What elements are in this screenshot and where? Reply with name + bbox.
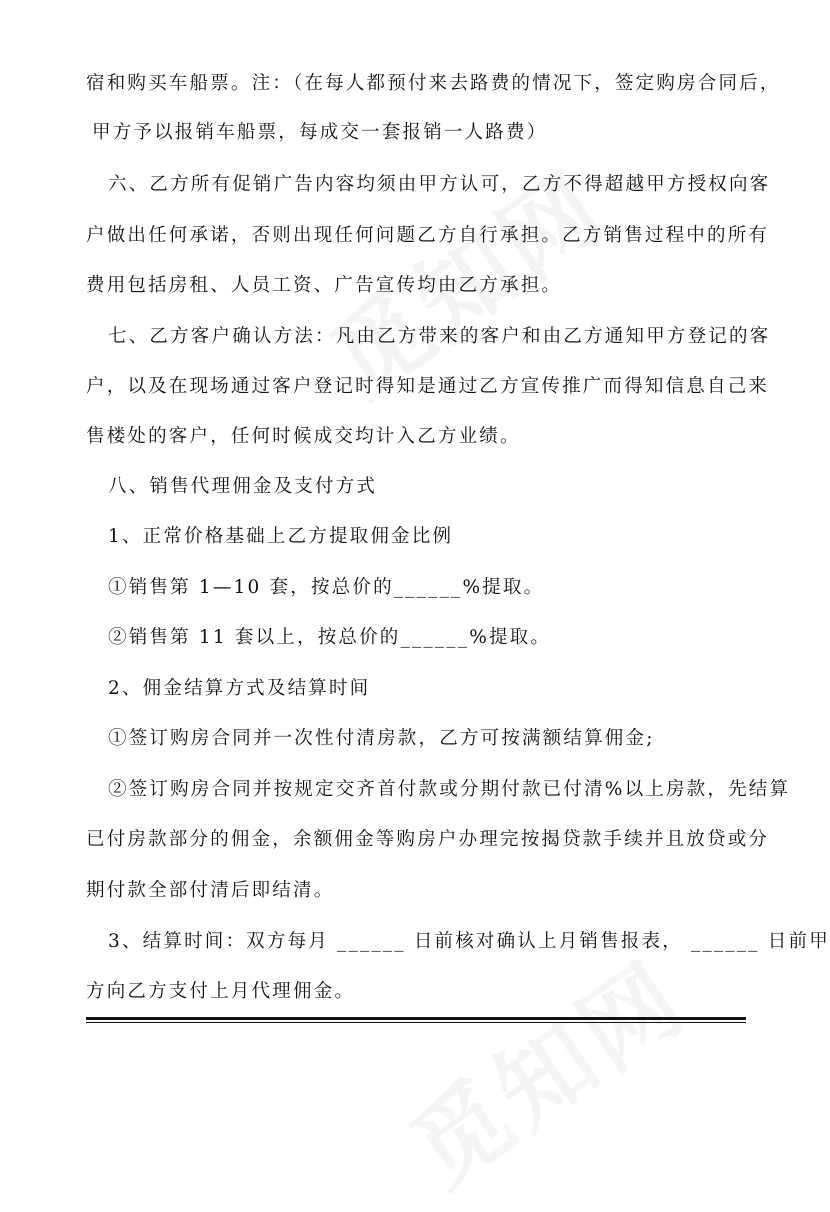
item-2-clause-2-line-2: 已付房款部分的佣金，余额佣金等购房户办理完按揭贷款手续并且放贷或分 (86, 829, 770, 850)
watermark-lower (380, 924, 709, 1212)
item-2-clause-1: ①签订购房合同并一次性付清房款，乙方可按满额结算佣金; (108, 728, 655, 749)
item-2-clause-2-line-1: ②签订购房合同并按规定交齐首付款或分期付款已付清%以上房款，先结算 (108, 779, 791, 800)
paragraph-six-line-1: 六、乙方所有促销广告内容均须由甲方认可，乙方不得超越甲方授权向客 (108, 174, 771, 195)
paragraph-six-line-2: 户做出任何承诺，否则出现任何问题乙方自行承担。乙方销售过程中的所有 (86, 225, 770, 246)
text-line-2: 甲方予以报销车船票，每成交一套报销一人路费） (92, 122, 548, 143)
paragraph-six-line-3: 费用包括房租、人员工资、广告宣传均由乙方承担。 (86, 275, 563, 296)
footer-rule-thick (86, 1017, 746, 1020)
item-2-clause-2-line-3: 期付款全部付清后即结清。 (86, 880, 335, 901)
paragraph-seven-line-3: 售楼处的客户，任何时候成交均计入乙方业绩。 (86, 426, 521, 447)
paragraph-seven-line-2: 户，以及在现场通过客户登记时得知是通过乙方宣传推广而得知信息自己来 (86, 376, 770, 397)
item-1-clause-2: ②销售第 11 套以上，按总价的______%提取。 (108, 627, 552, 648)
paragraph-seven-line-1: 七、乙方客户确认方法：凡由乙方带来的客户和由乙方通知甲方登记的客 (108, 326, 771, 347)
footer-rule-thin (86, 1022, 746, 1023)
item-3-line-1: 3、结算时间：双方每月 ______ 日前核对确认上月销售报表， ______ 日前甲 (108, 931, 830, 952)
text-line-1: 宿和购买车船票。注：（在每人都预付来去路费的情况下，签定购房合同后， (86, 73, 781, 94)
item-2-heading: 2、佣金结算方式及结算时间 (108, 678, 371, 699)
item-1-clause-1: ①销售第 1—10 套，按总价的______%提取。 (108, 577, 545, 598)
item-1-heading: 1、正常价格基础上乙方提取佣金比例 (108, 526, 454, 547)
item-3-line-2: 方向乙方支付上月代理佣金。 (86, 981, 356, 1002)
section-eight-heading: 八、销售代理佣金及支付方式 (108, 476, 378, 497)
